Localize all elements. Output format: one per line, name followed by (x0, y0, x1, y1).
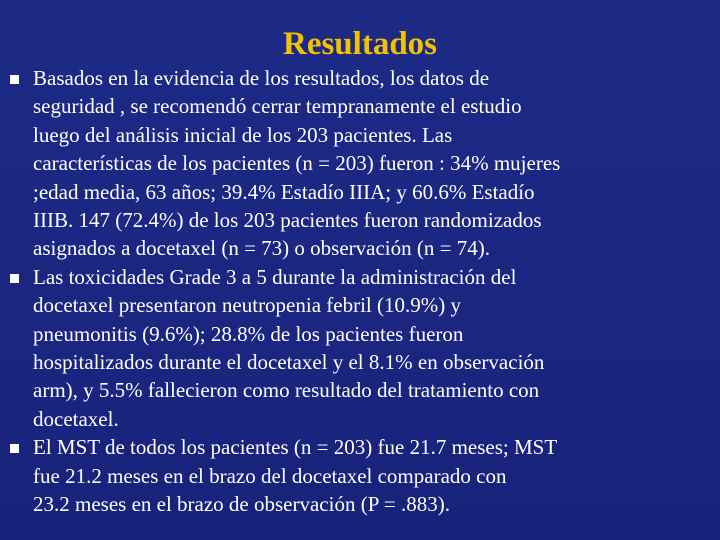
bullet-line: docetaxel presentaron neutropenia febril (10.9%) y (33, 293, 461, 318)
bullet-item-2 (0, 263, 720, 433)
bullet-line: luego del análisis inicial de los 203 pacientes. Las (33, 122, 453, 147)
square-bullet-icon (10, 274, 19, 283)
bullet-line: Las toxicidades Grade 3 a 5 durante la administración del (33, 264, 517, 289)
bullet-item-1 (0, 64, 720, 263)
bullet-list (0, 64, 720, 519)
bullet-line: asignados a docetaxel (n = 73) o observación (n = 74). (33, 236, 490, 261)
bullet-line: seguridad , se recomendó cerrar tempranamente el estudio (33, 94, 522, 119)
bullet-line: ;edad media, 63 años; 39.4% Estadío IIIA; y 60.6% Estadío (33, 179, 535, 204)
bullet-line: 23.2 meses en el brazo de observación (P = .883). (33, 492, 450, 517)
bullet-item-3 (0, 433, 720, 518)
bullet-line: pneumonitis (9.6%); 28.8% de los pacientes fueron (33, 321, 464, 346)
bullet-line: hospitalizados durante el docetaxel y el 8.1% en observación (33, 350, 545, 375)
square-bullet-icon (10, 75, 19, 84)
bullet-line: fue 21.2 meses en el brazo del docetaxel comparado con (33, 463, 507, 488)
bullet-line: docetaxel. (33, 406, 119, 431)
bullet-line: arm), y 5.5% fallecieron como resultado del tratamiento con (33, 378, 540, 403)
bullet-line: IIIB. 147 (72.4%) de los 203 pacientes fueron randomizados (33, 208, 542, 233)
bullet-line: Basados en la evidencia de los resultados, los datos de (33, 66, 490, 90)
bullet-line: El MST de todos los pacientes (n = 203) fue 21.7 meses; MST (33, 435, 558, 460)
square-bullet-icon (10, 444, 19, 453)
bullet-line: características de los pacientes (n = 203) fueron : 34% mujeres (33, 151, 561, 176)
slide-title: Resultados (282, 26, 438, 62)
